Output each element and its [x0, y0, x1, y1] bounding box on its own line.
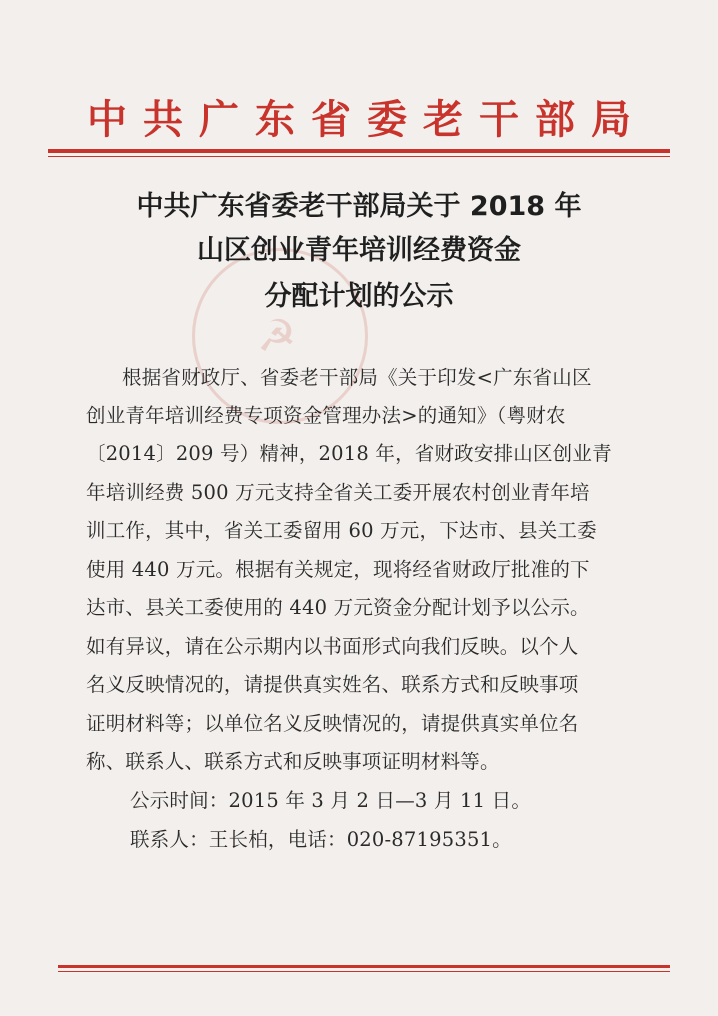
- document-title-line-2: 山区创业青年培训经费资金: [197, 235, 521, 266]
- footer-red-rule-thin: [58, 971, 670, 972]
- body-paragraph-line: 〔2014〕209 号）精神，2018 年，省财政安排山区创业青: [86, 442, 612, 465]
- body-paragraph-line: 证明材料等；以单位名义反映情况的，请提供真实单位名: [86, 712, 579, 735]
- notice-period-text: 公示时间：2015 年 3 月 2 日—3 月 11 日。: [130, 789, 532, 812]
- issuing-organization-header: 中共广东省委老干部局: [87, 97, 647, 143]
- footer-red-rule-thick: [58, 965, 670, 968]
- body-paragraph-line: 根据省财政厅、省委老干部局《关于印发<广东省山区: [122, 366, 592, 389]
- body-paragraph-line: 名义反映情况的，请提供真实姓名、联系方式和反映事项: [86, 673, 579, 696]
- body-paragraph-line: 创业青年培训经费专项资金管理办法>的通知》（粤财农: [86, 404, 566, 427]
- contact-person-text: 联系人：王长柏，电话：020-87195351。: [130, 828, 512, 851]
- seal-emblem-icon: ☭: [257, 311, 297, 362]
- body-paragraph-line: 达市、县关工委使用的 440 万元资金分配计划予以公示。: [86, 596, 590, 619]
- body-paragraph-line: 如有异议，请在公示期内以书面形式向我们反映。以个人: [86, 635, 579, 658]
- body-paragraph-line: 训工作，其中，省关工委留用 60 万元，下达市、县关工委: [86, 519, 597, 542]
- header-red-rule-thick: [48, 149, 670, 153]
- header-red-rule-thin: [48, 156, 670, 157]
- document-title-line-3: 分配计划的公示: [264, 281, 454, 312]
- body-paragraph-line: 年培训经费 500 万元支持全省关工委开展农村创业青年培: [86, 481, 590, 504]
- document-title-line-1: 中共广东省委老干部局关于 2018 年: [136, 191, 582, 222]
- body-paragraph-line: 称、联系人、联系方式和反映事项证明材料等。: [86, 750, 500, 773]
- body-paragraph-line: 使用 440 万元。根据有关规定，现将经省财政厅批准的下: [86, 558, 590, 581]
